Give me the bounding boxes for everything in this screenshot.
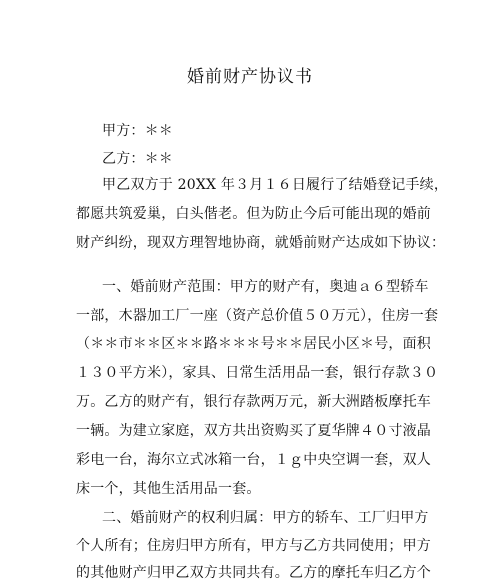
paragraph-line: 甲乙双方于 20XX 年３月１６日履行了结婚登记手续， — [102, 177, 449, 193]
party-a-line: 甲方：＊＊ — [102, 123, 173, 139]
document-title: 婚前财产协议书 — [187, 67, 313, 87]
paragraph-line: 床一个，其他生活用品一套。 — [76, 481, 261, 497]
paragraph-line: 一辆。为建立家庭，双方共出资购买了夏华牌４０寸液晶 — [76, 423, 431, 439]
paragraph-line: 财产纠纷，现双方理智地协商，就婚前财产达成如下协议： — [76, 235, 446, 251]
paragraph-line: １３０平方米），家具、日常生活用品一套，银行存款３０ — [76, 365, 439, 381]
paragraph-line: 彩电一台，海尔立式冰箱一台，１ｇ中央空调一套，双人 — [76, 452, 431, 468]
paragraph-line: 二、婚前财产的权利归属：甲方的轿车、工厂归甲方 — [102, 510, 429, 526]
paragraph-line: 都愿共筑爱巢，白头偕老。但为防止今后可能出现的婚前 — [76, 206, 431, 222]
paragraph-line: 的其他财产归甲乙双方共同共有。乙方的摩托车归乙方个 — [76, 565, 431, 581]
paragraph-line: 个人所有；住房归甲方所有，甲方与乙方共同使用；甲方 — [76, 538, 431, 554]
paragraph-line: 万。乙方的财产有，银行存款两万元，新大洲踏板摩托车 — [76, 394, 431, 410]
paragraph-line: 一部，木器加工厂一座（资产总价值５０万元），住房一套 — [76, 308, 439, 324]
paragraph-line: （＊＊市＊＊区＊＊路＊＊＊号＊＊居民小区＊号，面积 — [76, 336, 431, 352]
paragraph-line: 一、婚前财产范围：甲方的财产有，奥迪ａ６型轿车 — [102, 279, 429, 295]
party-b-line: 乙方：＊＊ — [102, 151, 173, 167]
